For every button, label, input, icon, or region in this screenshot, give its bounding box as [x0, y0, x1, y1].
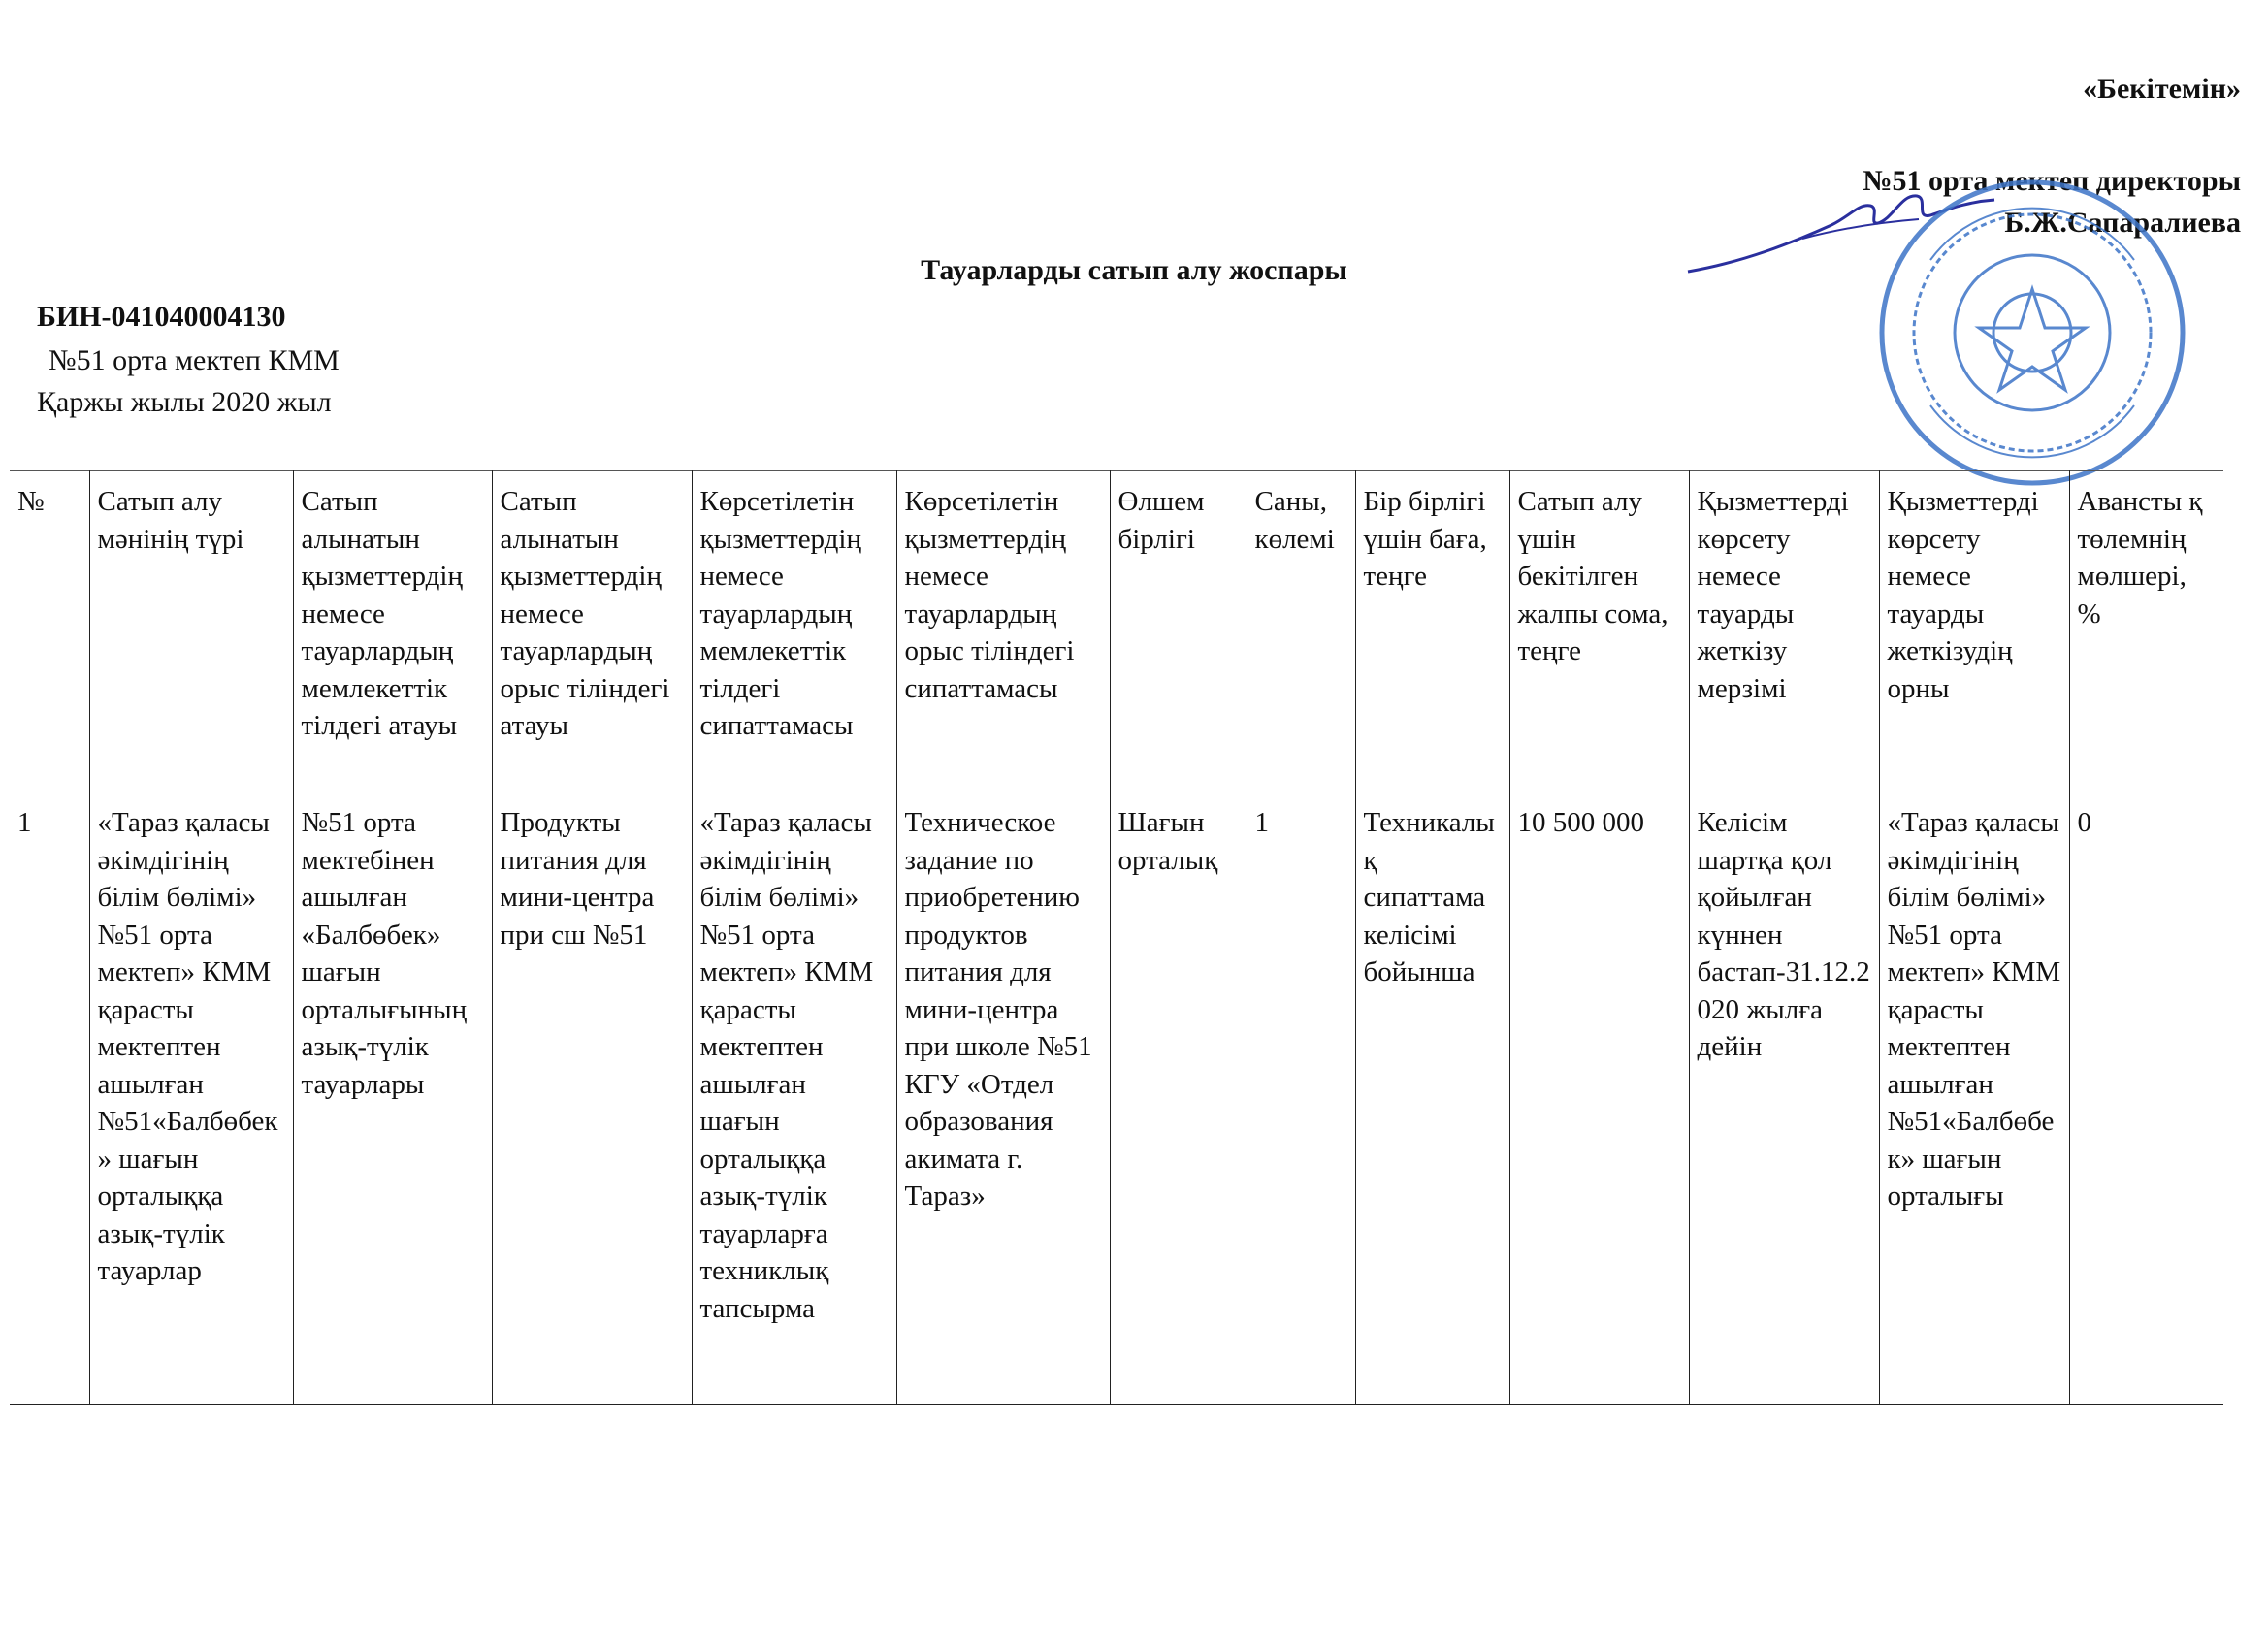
approval-heading: «Бекітемін» — [2083, 73, 2241, 105]
bin-number: БИН-041040004130 — [37, 301, 286, 333]
table-header-row — [10, 471, 2223, 792]
table-cell: 10 500 000 — [1509, 792, 1689, 1405]
organization-name: №51 орта мектеп КММ — [49, 344, 340, 376]
table-cell: Шағын орталық — [1110, 792, 1247, 1405]
header-cell: Сатып алу үшін бекітілген жалпы сома, теңге — [1509, 471, 1689, 792]
header-cell: № — [10, 471, 89, 792]
table-cell: Техническое задание по приобретению продуктов питания для мини-центра при школе №51 КГУ «Отдел образования акимата г. Тараз» — [896, 792, 1110, 1405]
header-cell: Көрсетілетін қызметтердің немесе тауарлардың орыс тіліндегі сипаттамасы — [896, 471, 1110, 792]
table-cell: Техникалық сипаттама келісімі бойынша — [1355, 792, 1509, 1405]
header-cell: Авансты қ төлемнің мөлшері, % — [2069, 471, 2223, 792]
table-cell: 0 — [2069, 792, 2223, 1405]
header-cell: Көрсетілетін қызметтердің немесе тауарлардың мемлекеттік тілдегі сипаттамасы — [692, 471, 896, 792]
table-cell: «Тараз қаласы әкімдігінің білім бөлімі» №51 орта мектеп» КММ қарасты мектептен ашылған №51«Балбөбек» шағын орталыққа азық-түлік тауарлар — [89, 792, 293, 1405]
table-row — [10, 792, 2223, 1405]
table-cell: 1 — [10, 792, 89, 1405]
header-cell: Саны, көлемі — [1247, 471, 1355, 792]
document-title: Тауарларды сатып алу жоспары — [921, 254, 1347, 286]
fiscal-year: Қаржы жылы 2020 жыл — [37, 386, 332, 418]
director-title: №51 орта мектеп директоры — [1863, 165, 2241, 197]
header-cell: Қызметтерді көрсету немесе тауарды жеткізу мерзімі — [1689, 471, 1879, 792]
header-cell: Өлшем бірлігі — [1110, 471, 1247, 792]
header-cell: Бір бірлігі үшін баға, теңге — [1355, 471, 1509, 792]
table-cell: 1 — [1247, 792, 1355, 1405]
header-cell: Қызметтерді көрсету немесе тауарды жеткізудің орны — [1879, 471, 2069, 792]
table-cell: «Тараз қаласы әкімдігінің білім бөлімі» №51 орта мектеп» КММ қарасты мектептен ашылған шағын орталыққа азық-түлік тауарларға техниклық тапсырма — [692, 792, 896, 1405]
table-cell: Келісім шартқа қол қойылған күннен бастап-31.12.2020 жылға дейін — [1689, 792, 1879, 1405]
director-name: Б.Ж.Сапаралиева — [2004, 207, 2241, 239]
table-cell: «Тараз қаласы әкімдігінің білім бөлімі» №51 орта мектеп» КММ қарасты мектептен ашылған №51«Балбөбек» шағын орталығы — [1879, 792, 2069, 1405]
official-stamp-seal — [1872, 173, 2192, 493]
table-cell: Продукты питания для мини-центра при сш №51 — [492, 792, 692, 1405]
header-cell: Сатып алынатын қызметтердің немесе тауарлардың орыс тіліндегі атауы — [492, 471, 692, 792]
header-cell: Сатып алу мәнінің түрі — [89, 471, 293, 792]
header-cell: Сатып алынатын қызметтердің немесе тауарлардың мемлекеттік тілдегі атауы — [293, 471, 492, 792]
procurement-plan-table — [10, 470, 2223, 1405]
table-cell: №51 орта мектебінен ашылған «Балбөбек» шағын орталығының азық-түлік тауарлары — [293, 792, 492, 1405]
